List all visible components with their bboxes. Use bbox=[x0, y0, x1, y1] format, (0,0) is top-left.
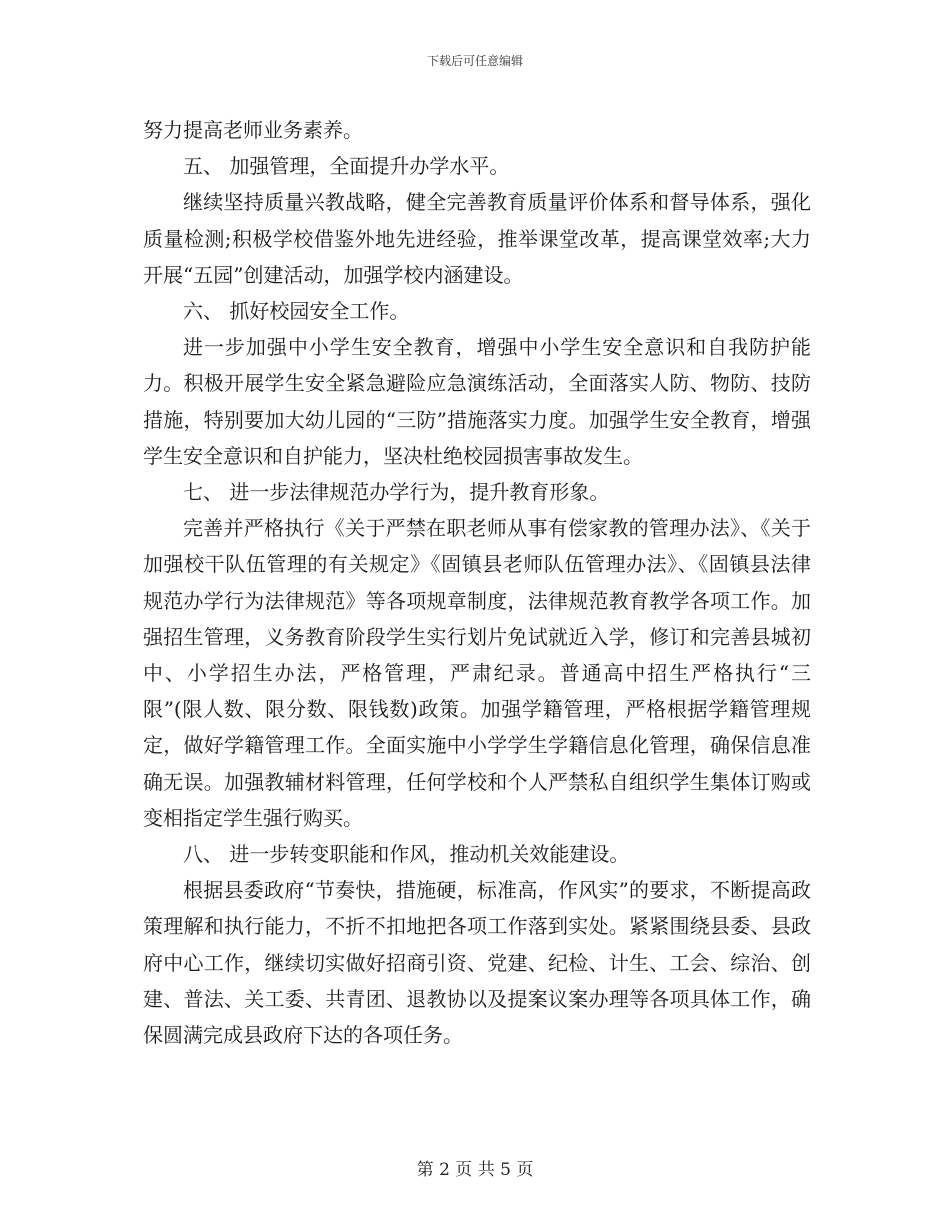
paragraph-continuation: 努力提高老师业务素养。 bbox=[143, 118, 363, 142]
document-body bbox=[143, 112, 811, 1053]
paragraph-section-5: 继续坚持质量兴教战略，健全完善教育质量评价体系和督导体系，强化质量检测;积极学校借鉴外地先进经验，推举课堂改革，提高课堂效率;大力开展“五园”创建活动，加强学校内涵建设。 bbox=[143, 190, 811, 287]
paragraph-section-8: 根据县委政府“节奏快，措施硬，标准高，作风实”的要求，不断提高政策理解和执行能力，不折不扣地把各项工作落到实处。紧紧围绕县委、县政府中心工作，继续切实做好招商引资、党建、纪检、计生、工会、综治、创建、普法、关工委、共青团、退教协以及提案议案办理等各项具体工作，确保圆满完成县政府下达的各项任务。 bbox=[143, 878, 811, 1048]
section-heading-7: 七、 进一步法律规范办学行为，提升教育形象。 bbox=[183, 480, 610, 505]
section-heading-8: 八、 进一步转变职能和作风，推动机关效能建设。 bbox=[183, 842, 630, 867]
section-heading-6: 六、 抓好校园安全工作。 bbox=[183, 299, 410, 324]
page-header-note: 下载后可任意编辑 bbox=[426, 54, 523, 68]
section-heading-5: 五、 加强管理，全面提升办学水平。 bbox=[183, 154, 510, 179]
page-number: 第 2 页 共 5 页 bbox=[416, 1160, 534, 1180]
paragraph-section-7: 完善并严格执行《关于严禁在职老师从事有偿家教的管理办法》、《关于加强校干队伍管理的有关规定》《固镇县老师队伍管理办法》、《固镇县法律规范办学行为法律规范》等各项规章制度，法律规范教育教学各项工作。加强招生管理，义务教育阶段学生实行划片免试就近入学，修订和完善县城初中、小学招生办法，严格管理，严肃纪录。普通高中招生严格执行“三限”(限人数、限分数、限钱数)政策。加强学籍管理，严格根据学籍管理规定，做好学籍管理工作。全面实施中小学学生学籍信息化管理，确保信息准确无误。加强教辅材料管理，任何学校和个人严禁私自组织学生集体订购或变相指定学生强行购买。 bbox=[143, 516, 811, 830]
paragraph-section-6: 进一步加强中小学生安全教育，增强中小学生安全意识和自我防护能力。积极开展学生安全紧急避险应急演练活动，全面落实人防、物防、技防措施，特别要加大幼儿园的“三防”措施落实力度。加强学生安全教育，增强学生安全意识和自护能力，坚决杜绝校园损害事故发生。 bbox=[143, 335, 811, 468]
